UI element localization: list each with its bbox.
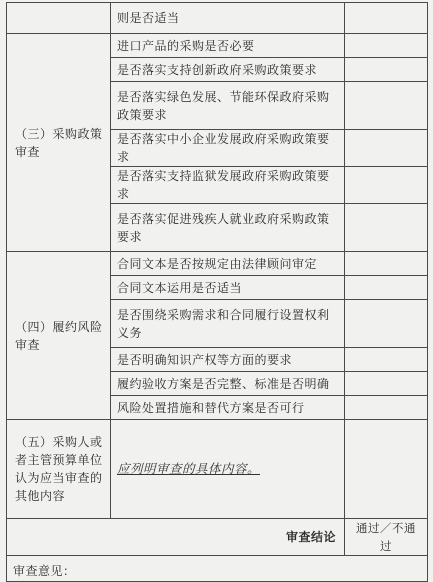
- review-item: 合同文本运用是否适当: [111, 276, 345, 300]
- review-item: 是否落实中小企业发展政府采购政策要求: [111, 130, 345, 167]
- table-row: [7, 3, 428, 34]
- conclusion-value: 通过／不通过: [345, 519, 428, 556]
- review-item: 是否落实支持监狱发展政府采购政策要求: [111, 167, 345, 204]
- result-cell: [345, 3, 428, 34]
- category-cell-empty: [7, 3, 111, 34]
- review-item-note: 应列明审查的具体内容。: [111, 420, 345, 519]
- result-cell: [345, 276, 428, 300]
- review-item: 合同文本是否按规定由法律顾问审定: [111, 252, 345, 276]
- result-cell: [345, 204, 428, 252]
- table-row: [7, 252, 428, 276]
- result-cell: [345, 420, 428, 519]
- result-cell: [345, 82, 428, 130]
- result-cell: [345, 396, 428, 420]
- category-performance-risk: （四）履约风险审查: [7, 252, 111, 420]
- table-row: [7, 420, 428, 519]
- review-item: 是否落实支持创新政府采购政策要求: [111, 58, 345, 82]
- result-cell: [345, 300, 428, 348]
- result-cell: [345, 34, 428, 58]
- review-item: 履约验收方案是否完整、标准是否明确: [111, 372, 345, 396]
- conclusion-row: [7, 519, 428, 556]
- result-cell: [345, 130, 428, 167]
- result-cell: [345, 167, 428, 204]
- opinion-label: 审查意见：: [7, 556, 428, 582]
- review-item: 是否围绕采购需求和合同履行设置权利义务: [111, 300, 345, 348]
- review-item: 进口产品的采购是否必要: [111, 34, 345, 58]
- category-procurement-policy: （三）采购政策审查: [7, 34, 111, 252]
- result-cell: [345, 372, 428, 396]
- review-item: 则是否适当: [111, 3, 345, 34]
- table-row: [7, 34, 428, 58]
- opinion-row: [7, 556, 428, 582]
- review-item: 是否落实绿色发展、节能环保政府采购政策要求: [111, 82, 345, 130]
- review-item: 风险处置措施和替代方案是否可行: [111, 396, 345, 420]
- review-item: 是否落实促进残疾人就业政府采购政策要求: [111, 204, 345, 252]
- review-table: [6, 2, 428, 582]
- result-cell: [345, 252, 428, 276]
- review-item: 是否明确知识产权等方面的要求: [111, 348, 345, 372]
- result-cell: [345, 58, 428, 82]
- result-cell: [345, 348, 428, 372]
- category-other-content: （五）采购人或者主管预算单位认为应当审查的其他内容: [7, 420, 111, 519]
- conclusion-label: 审查结论: [7, 519, 345, 556]
